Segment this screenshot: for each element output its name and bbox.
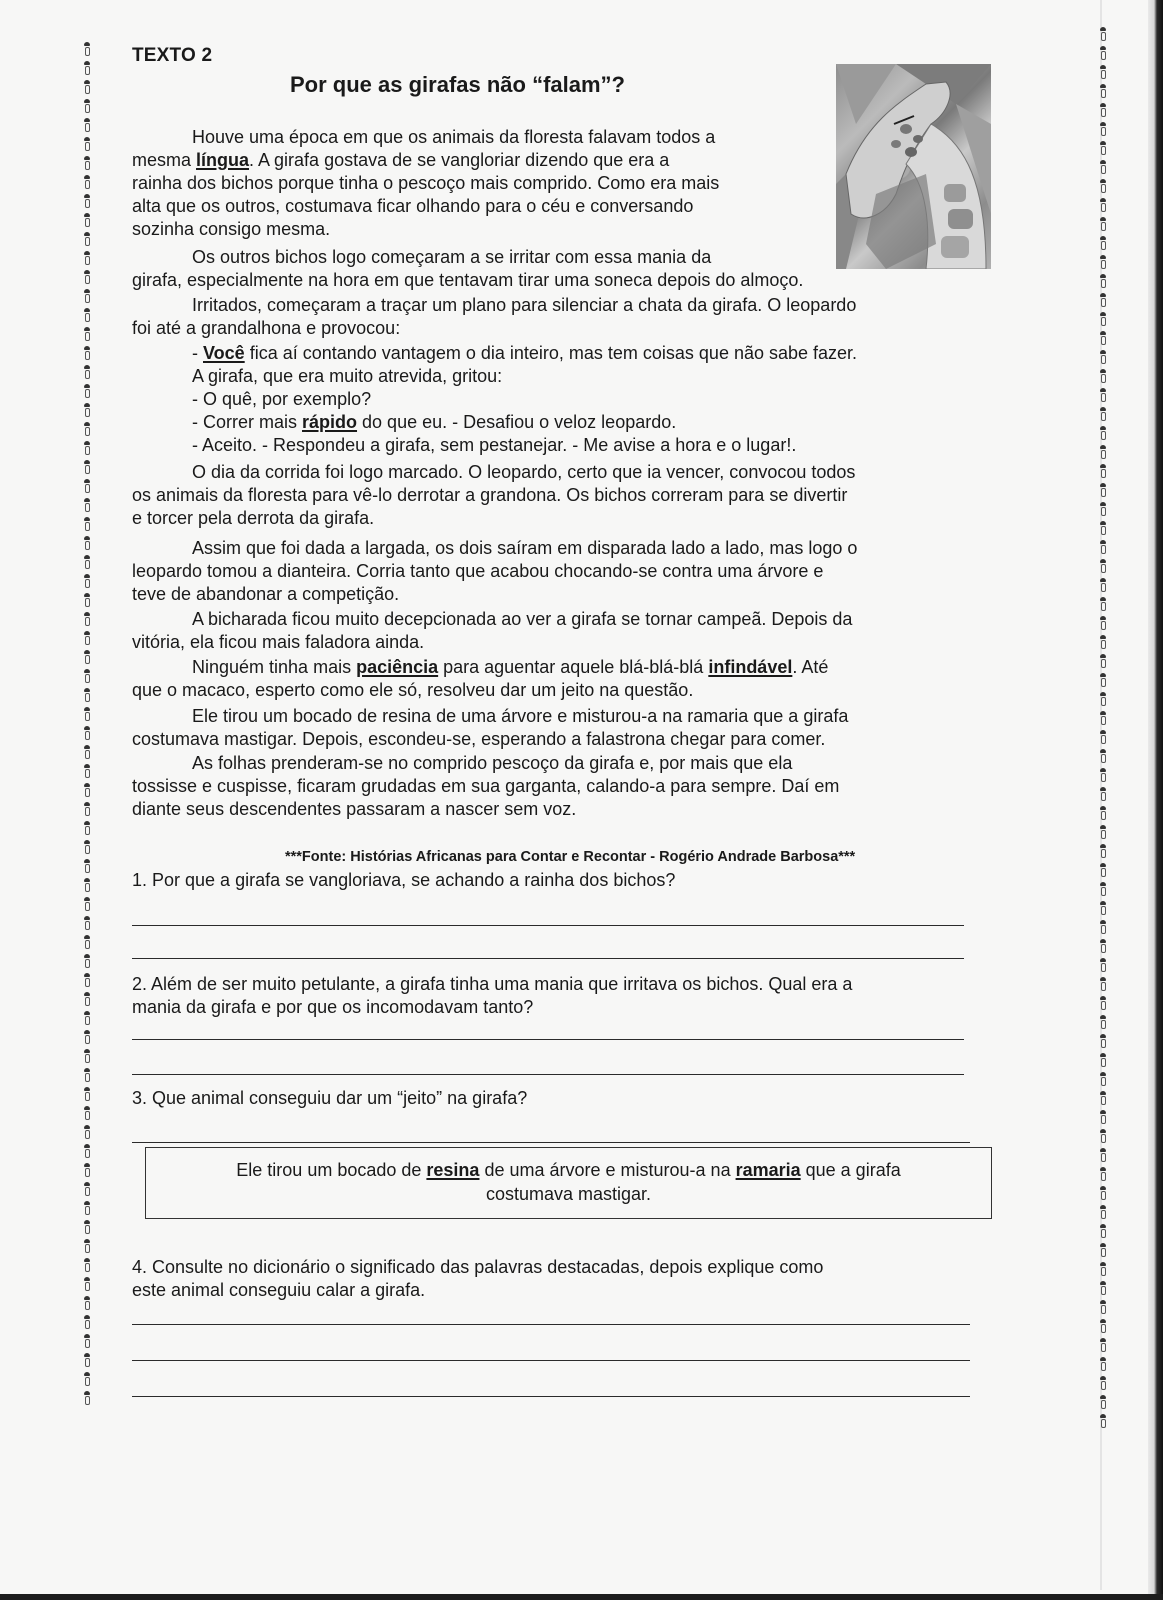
answer-line-4c[interactable] bbox=[132, 1396, 970, 1397]
chain-link-icon bbox=[1098, 1165, 1108, 1184]
chain-link-icon bbox=[1098, 1393, 1108, 1412]
chain-link-icon bbox=[1098, 690, 1108, 709]
quote-line: Ele tirou um bocado de resina de uma árvore e misturou-a na ramaria que a girafa bbox=[236, 1160, 901, 1180]
chain-link-icon bbox=[1098, 918, 1108, 937]
chain-link-icon bbox=[82, 116, 92, 135]
chain-link-icon bbox=[1098, 367, 1108, 386]
chain-link-icon bbox=[1098, 1279, 1108, 1298]
chain-link-icon bbox=[82, 1085, 92, 1104]
text-line: tossisse e cuspisse, ficaram grudadas em sua garganta, calando-a para sempre. Daí em bbox=[132, 776, 840, 796]
chain-link-icon bbox=[1098, 158, 1108, 177]
answer-line-2b[interactable] bbox=[132, 1074, 964, 1075]
highlighted-word-voce: Você bbox=[203, 343, 245, 363]
chain-link-icon bbox=[82, 211, 92, 230]
text-line: rainha dos bichos porque tinha o pescoço mais comprido. Como era mais bbox=[132, 173, 720, 193]
chain-link-icon bbox=[1098, 63, 1108, 82]
text-line: girafa, especialmente na hora em que tentavam tirar uma soneca depois do almoço. bbox=[132, 270, 804, 290]
source-citation: ***Fonte: Histórias Africanas para Contar e Recontar - Rogério Andrade Barbosa*** bbox=[285, 849, 856, 865]
giraffe-illustration bbox=[836, 64, 991, 269]
chain-link-icon bbox=[82, 135, 92, 154]
chain-link-icon bbox=[1098, 842, 1108, 861]
highlighted-word-ramaria: ramaria bbox=[735, 1160, 801, 1180]
chain-link-icon bbox=[1098, 310, 1108, 329]
chain-link-icon bbox=[82, 306, 92, 325]
chain-link-icon bbox=[82, 1180, 92, 1199]
chain-link-icon bbox=[1098, 405, 1108, 424]
chain-link-icon bbox=[82, 876, 92, 895]
chain-link-icon bbox=[82, 1142, 92, 1161]
scan-edge-right bbox=[1148, 0, 1163, 1600]
chain-link-icon bbox=[82, 591, 92, 610]
chain-link-icon bbox=[1098, 595, 1108, 614]
chain-link-icon bbox=[82, 819, 92, 838]
chain-link-icon bbox=[82, 990, 92, 1009]
question-4: 4. Consulte no dicionário o significado das palavras destacadas, depois explique como este animal conseguiu calar a girafa. bbox=[132, 1257, 824, 1300]
text-line: leopardo tomou a dianteira. Corria tanto que acabou chocando-se contra uma árvore e bbox=[132, 561, 824, 581]
chain-link-icon bbox=[82, 534, 92, 553]
chain-link-icon bbox=[82, 1389, 92, 1408]
chain-link-icon bbox=[1098, 633, 1108, 652]
chain-link-icon bbox=[1098, 1355, 1108, 1374]
text-line: Assim que foi dada a largada, os dois saíram em disparada lado a lado, mas logo o bbox=[192, 538, 858, 558]
story-paragraph-2 bbox=[132, 246, 972, 292]
chain-link-icon bbox=[82, 420, 92, 439]
giraffe-image-icon bbox=[836, 64, 991, 269]
chain-link-icon bbox=[82, 1066, 92, 1085]
story-paragraph-3 bbox=[132, 294, 972, 340]
chain-link-icon bbox=[1098, 652, 1108, 671]
chain-link-icon bbox=[1098, 614, 1108, 633]
chain-link-icon bbox=[1098, 1241, 1108, 1260]
chain-link-icon bbox=[82, 458, 92, 477]
chain-link-icon bbox=[1098, 899, 1108, 918]
story-paragraph-8 bbox=[132, 705, 972, 751]
chain-link-icon bbox=[82, 1104, 92, 1123]
text-line: costumava mastigar. Depois, escondeu-se, esperando a falastrona chegar para comer. bbox=[132, 729, 826, 749]
chain-link-icon bbox=[1098, 519, 1108, 538]
chain-link-icon bbox=[82, 382, 92, 401]
story-dialogue bbox=[192, 342, 972, 457]
quote-line: costumava mastigar. bbox=[485, 1184, 652, 1204]
story-paragraph-5 bbox=[132, 537, 972, 606]
story-paragraph-6 bbox=[132, 608, 972, 654]
chain-link-icon bbox=[1098, 291, 1108, 310]
highlighted-word-lingua: língua bbox=[196, 150, 250, 170]
chain-link-icon bbox=[82, 173, 92, 192]
chain-link-icon bbox=[82, 496, 92, 515]
text-line: Ninguém tinha mais paciência para aguentar aquele blá-blá-blá infindável. Até bbox=[192, 657, 829, 677]
chain-link-icon bbox=[1098, 1070, 1108, 1089]
chain-link-icon bbox=[82, 629, 92, 648]
chain-link-icon bbox=[1098, 804, 1108, 823]
chain-link-icon bbox=[82, 401, 92, 420]
text-line: diante seus descendentes passaram a nascer sem voz. bbox=[132, 799, 577, 819]
chain-link-icon bbox=[1098, 196, 1108, 215]
chain-link-icon bbox=[1098, 101, 1108, 120]
chain-link-icon bbox=[82, 268, 92, 287]
chain-link-icon bbox=[1098, 253, 1108, 272]
chain-link-icon bbox=[1098, 272, 1108, 291]
text-line: O dia da corrida foi logo marcado. O leopardo, certo que ia vencer, convocou todos bbox=[192, 462, 856, 482]
chain-link-icon bbox=[82, 1294, 92, 1313]
chain-link-icon bbox=[82, 667, 92, 686]
chain-link-icon bbox=[82, 325, 92, 344]
chain-link-icon bbox=[82, 686, 92, 705]
chain-link-icon bbox=[82, 230, 92, 249]
decorative-border-left bbox=[80, 40, 94, 1420]
chain-link-icon bbox=[82, 724, 92, 743]
chain-link-icon bbox=[1098, 443, 1108, 462]
chain-link-icon bbox=[82, 1161, 92, 1180]
chain-link-icon bbox=[82, 648, 92, 667]
chain-link-icon bbox=[1098, 25, 1108, 44]
chain-link-icon bbox=[82, 895, 92, 914]
chain-link-icon bbox=[1098, 348, 1108, 367]
quote-box bbox=[145, 1147, 992, 1219]
chain-link-icon bbox=[82, 762, 92, 781]
chain-link-icon bbox=[1098, 82, 1108, 101]
chain-link-icon bbox=[1098, 120, 1108, 139]
story-paragraph-1 bbox=[132, 126, 822, 241]
dialogue-line: - Aceito. - Respondeu a girafa, sem pestanejar. - Me avise a hora e o lugar!. bbox=[192, 435, 797, 455]
chain-link-icon bbox=[1098, 1336, 1108, 1355]
chain-link-icon bbox=[1098, 1089, 1108, 1108]
chain-link-icon bbox=[1098, 671, 1108, 690]
chain-link-icon bbox=[1098, 424, 1108, 443]
story-paragraph-4 bbox=[132, 461, 972, 530]
chain-link-icon bbox=[1098, 576, 1108, 595]
question-3: 3. Que animal conseguiu dar um “jeito” na girafa? bbox=[132, 1088, 528, 1108]
text-line: que o macaco, esperto como ele só, resolveu dar um jeito na questão. bbox=[132, 680, 694, 700]
chain-link-icon bbox=[1098, 823, 1108, 842]
section-label: TEXTO 2 bbox=[132, 45, 213, 66]
chain-link-icon bbox=[1098, 709, 1108, 728]
dialogue-line: - Você fica aí contando vantagem o dia inteiro, mas tem coisas que não sabe fazer. bbox=[192, 343, 858, 363]
chain-link-icon bbox=[1098, 1374, 1108, 1393]
chain-link-icon bbox=[1098, 386, 1108, 405]
chain-link-icon bbox=[82, 933, 92, 952]
chain-link-icon bbox=[1098, 1222, 1108, 1241]
chain-link-icon bbox=[1098, 1108, 1108, 1127]
chain-link-icon bbox=[1098, 1032, 1108, 1051]
chain-link-icon bbox=[1098, 1412, 1108, 1431]
chain-link-icon bbox=[82, 1028, 92, 1047]
chain-link-icon bbox=[82, 572, 92, 591]
chain-link-icon bbox=[82, 971, 92, 990]
answer-line-2a[interactable] bbox=[132, 1039, 964, 1040]
chain-link-icon bbox=[82, 287, 92, 306]
story-paragraph-7 bbox=[132, 656, 972, 702]
chain-link-icon bbox=[82, 781, 92, 800]
chain-link-icon bbox=[82, 1199, 92, 1218]
text-line: vitória, ela ficou mais faladora ainda. bbox=[132, 632, 425, 652]
chain-link-icon bbox=[82, 97, 92, 116]
chain-link-icon bbox=[82, 154, 92, 173]
chain-link-icon bbox=[1098, 1298, 1108, 1317]
chain-link-icon bbox=[1098, 177, 1108, 196]
text-line: alta que os outros, costumava ficar olhando para o céu e conversando bbox=[132, 196, 694, 216]
scan-edge-bottom bbox=[0, 1594, 1163, 1600]
chain-link-icon bbox=[82, 1009, 92, 1028]
text-line: teve de abandonar a competição. bbox=[132, 584, 400, 604]
chain-link-icon bbox=[82, 515, 92, 534]
chain-link-icon bbox=[1098, 994, 1108, 1013]
highlighted-word-paciencia: paciência bbox=[356, 657, 439, 677]
chain-link-icon bbox=[1098, 1184, 1108, 1203]
question-2: 2. Além de ser muito petulante, a girafa tinha uma mania que irritava os bichos. Qual era a mania da girafa e por que os incomodavam tanto? bbox=[132, 974, 853, 1017]
chain-link-icon bbox=[1098, 329, 1108, 348]
chain-link-icon bbox=[82, 1047, 92, 1066]
chain-link-icon bbox=[1098, 937, 1108, 956]
chain-link-icon bbox=[82, 192, 92, 211]
chain-link-icon bbox=[1098, 1127, 1108, 1146]
chain-link-icon bbox=[82, 914, 92, 933]
text-line: sozinha consigo mesma. bbox=[132, 219, 331, 239]
chain-link-icon bbox=[82, 857, 92, 876]
answer-line-1b[interactable] bbox=[132, 958, 964, 959]
chain-link-icon bbox=[82, 1123, 92, 1142]
dialogue-line: - Correr mais rápido do que eu. - Desafiou o veloz leopardo. bbox=[192, 412, 677, 432]
chain-link-icon bbox=[1098, 1013, 1108, 1032]
chain-link-icon bbox=[82, 1275, 92, 1294]
text-line: foi até a grandalhona e provocou: bbox=[132, 318, 401, 338]
chain-link-icon bbox=[82, 952, 92, 971]
chain-link-icon bbox=[82, 1332, 92, 1351]
chain-link-icon bbox=[82, 743, 92, 762]
chain-link-icon bbox=[82, 363, 92, 382]
chain-link-icon bbox=[1098, 557, 1108, 576]
chain-link-icon bbox=[82, 249, 92, 268]
decorative-border-right bbox=[1096, 25, 1110, 1445]
text-line: Ele tirou um bocado de resina de uma árvore e misturou-a na ramaria que a girafa bbox=[192, 706, 849, 726]
answer-line-4a[interactable] bbox=[132, 1324, 970, 1325]
chain-link-icon bbox=[82, 1351, 92, 1370]
chain-link-icon bbox=[1098, 747, 1108, 766]
chain-link-icon bbox=[82, 1218, 92, 1237]
chain-link-icon bbox=[1098, 1203, 1108, 1222]
chain-link-icon bbox=[1098, 215, 1108, 234]
chain-link-icon bbox=[82, 553, 92, 572]
chain-link-icon bbox=[1098, 44, 1108, 63]
chain-link-icon bbox=[82, 705, 92, 724]
chain-link-icon bbox=[1098, 234, 1108, 253]
story-paragraph-9 bbox=[132, 752, 972, 821]
chain-link-icon bbox=[1098, 785, 1108, 804]
chain-link-icon bbox=[82, 838, 92, 857]
chain-link-icon bbox=[82, 1370, 92, 1389]
chain-link-icon bbox=[82, 78, 92, 97]
answer-line-1a[interactable] bbox=[132, 925, 964, 926]
chain-link-icon bbox=[82, 1256, 92, 1275]
chain-link-icon bbox=[82, 477, 92, 496]
chain-link-icon bbox=[1098, 728, 1108, 747]
text-line: A bicharada ficou muito decepcionada ao ver a girafa se tornar campeã. Depois da bbox=[192, 609, 853, 629]
chain-link-icon bbox=[82, 439, 92, 458]
chain-link-icon bbox=[1098, 975, 1108, 994]
highlighted-word-rapido: rápido bbox=[302, 412, 358, 432]
answer-line-4b[interactable] bbox=[132, 1360, 970, 1361]
dialogue-line: A girafa, que era muito atrevida, gritou: bbox=[192, 366, 503, 386]
chain-link-icon bbox=[82, 1237, 92, 1256]
chain-link-icon bbox=[1098, 538, 1108, 557]
chain-link-icon bbox=[1098, 462, 1108, 481]
question-1: 1. Por que a girafa se vangloriava, se achando a rainha dos bichos? bbox=[132, 870, 676, 890]
chain-link-icon bbox=[82, 800, 92, 819]
chain-link-icon bbox=[82, 344, 92, 363]
text-line: e torcer pela derrota da girafa. bbox=[132, 508, 375, 528]
chain-link-icon bbox=[82, 40, 92, 59]
chain-link-icon bbox=[82, 1313, 92, 1332]
chain-link-icon bbox=[1098, 1051, 1108, 1070]
text-line: Houve uma época em que os animais da floresta falavam todos a bbox=[192, 127, 716, 147]
text-line: As folhas prenderam-se no comprido pescoço da girafa e, por mais que ela bbox=[192, 753, 793, 773]
text-line: os animais da floresta para vê-lo derrotar a grandona. Os bichos correram para se divertir bbox=[132, 485, 848, 505]
chain-link-icon bbox=[1098, 861, 1108, 880]
chain-link-icon bbox=[1098, 1146, 1108, 1165]
text-line: Os outros bichos logo começaram a se irritar com essa mania da bbox=[192, 247, 712, 267]
highlighted-word-resina: resina bbox=[426, 1160, 480, 1180]
answer-line-3[interactable] bbox=[132, 1142, 970, 1143]
chain-link-icon bbox=[1098, 1260, 1108, 1279]
chain-link-icon bbox=[1098, 880, 1108, 899]
chain-link-icon bbox=[82, 59, 92, 78]
chain-link-icon bbox=[1098, 481, 1108, 500]
chain-link-icon bbox=[1098, 766, 1108, 785]
chain-link-icon bbox=[1098, 956, 1108, 975]
dialogue-line: - O quê, por exemplo? bbox=[192, 389, 372, 409]
chain-link-icon bbox=[1098, 139, 1108, 158]
chain-link-icon bbox=[1098, 500, 1108, 519]
page-title: Por que as girafas não “falam”? bbox=[290, 72, 625, 97]
text-line: Irritados, começaram a traçar um plano para silenciar a chata da girafa. O leopardo bbox=[192, 295, 857, 315]
text-line: mesma língua. A girafa gostava de se vangloriar dizendo que era a bbox=[132, 150, 670, 170]
chain-link-icon bbox=[1098, 1317, 1108, 1336]
chain-link-icon bbox=[82, 610, 92, 629]
highlighted-word-infindavel: infindável bbox=[708, 657, 793, 677]
